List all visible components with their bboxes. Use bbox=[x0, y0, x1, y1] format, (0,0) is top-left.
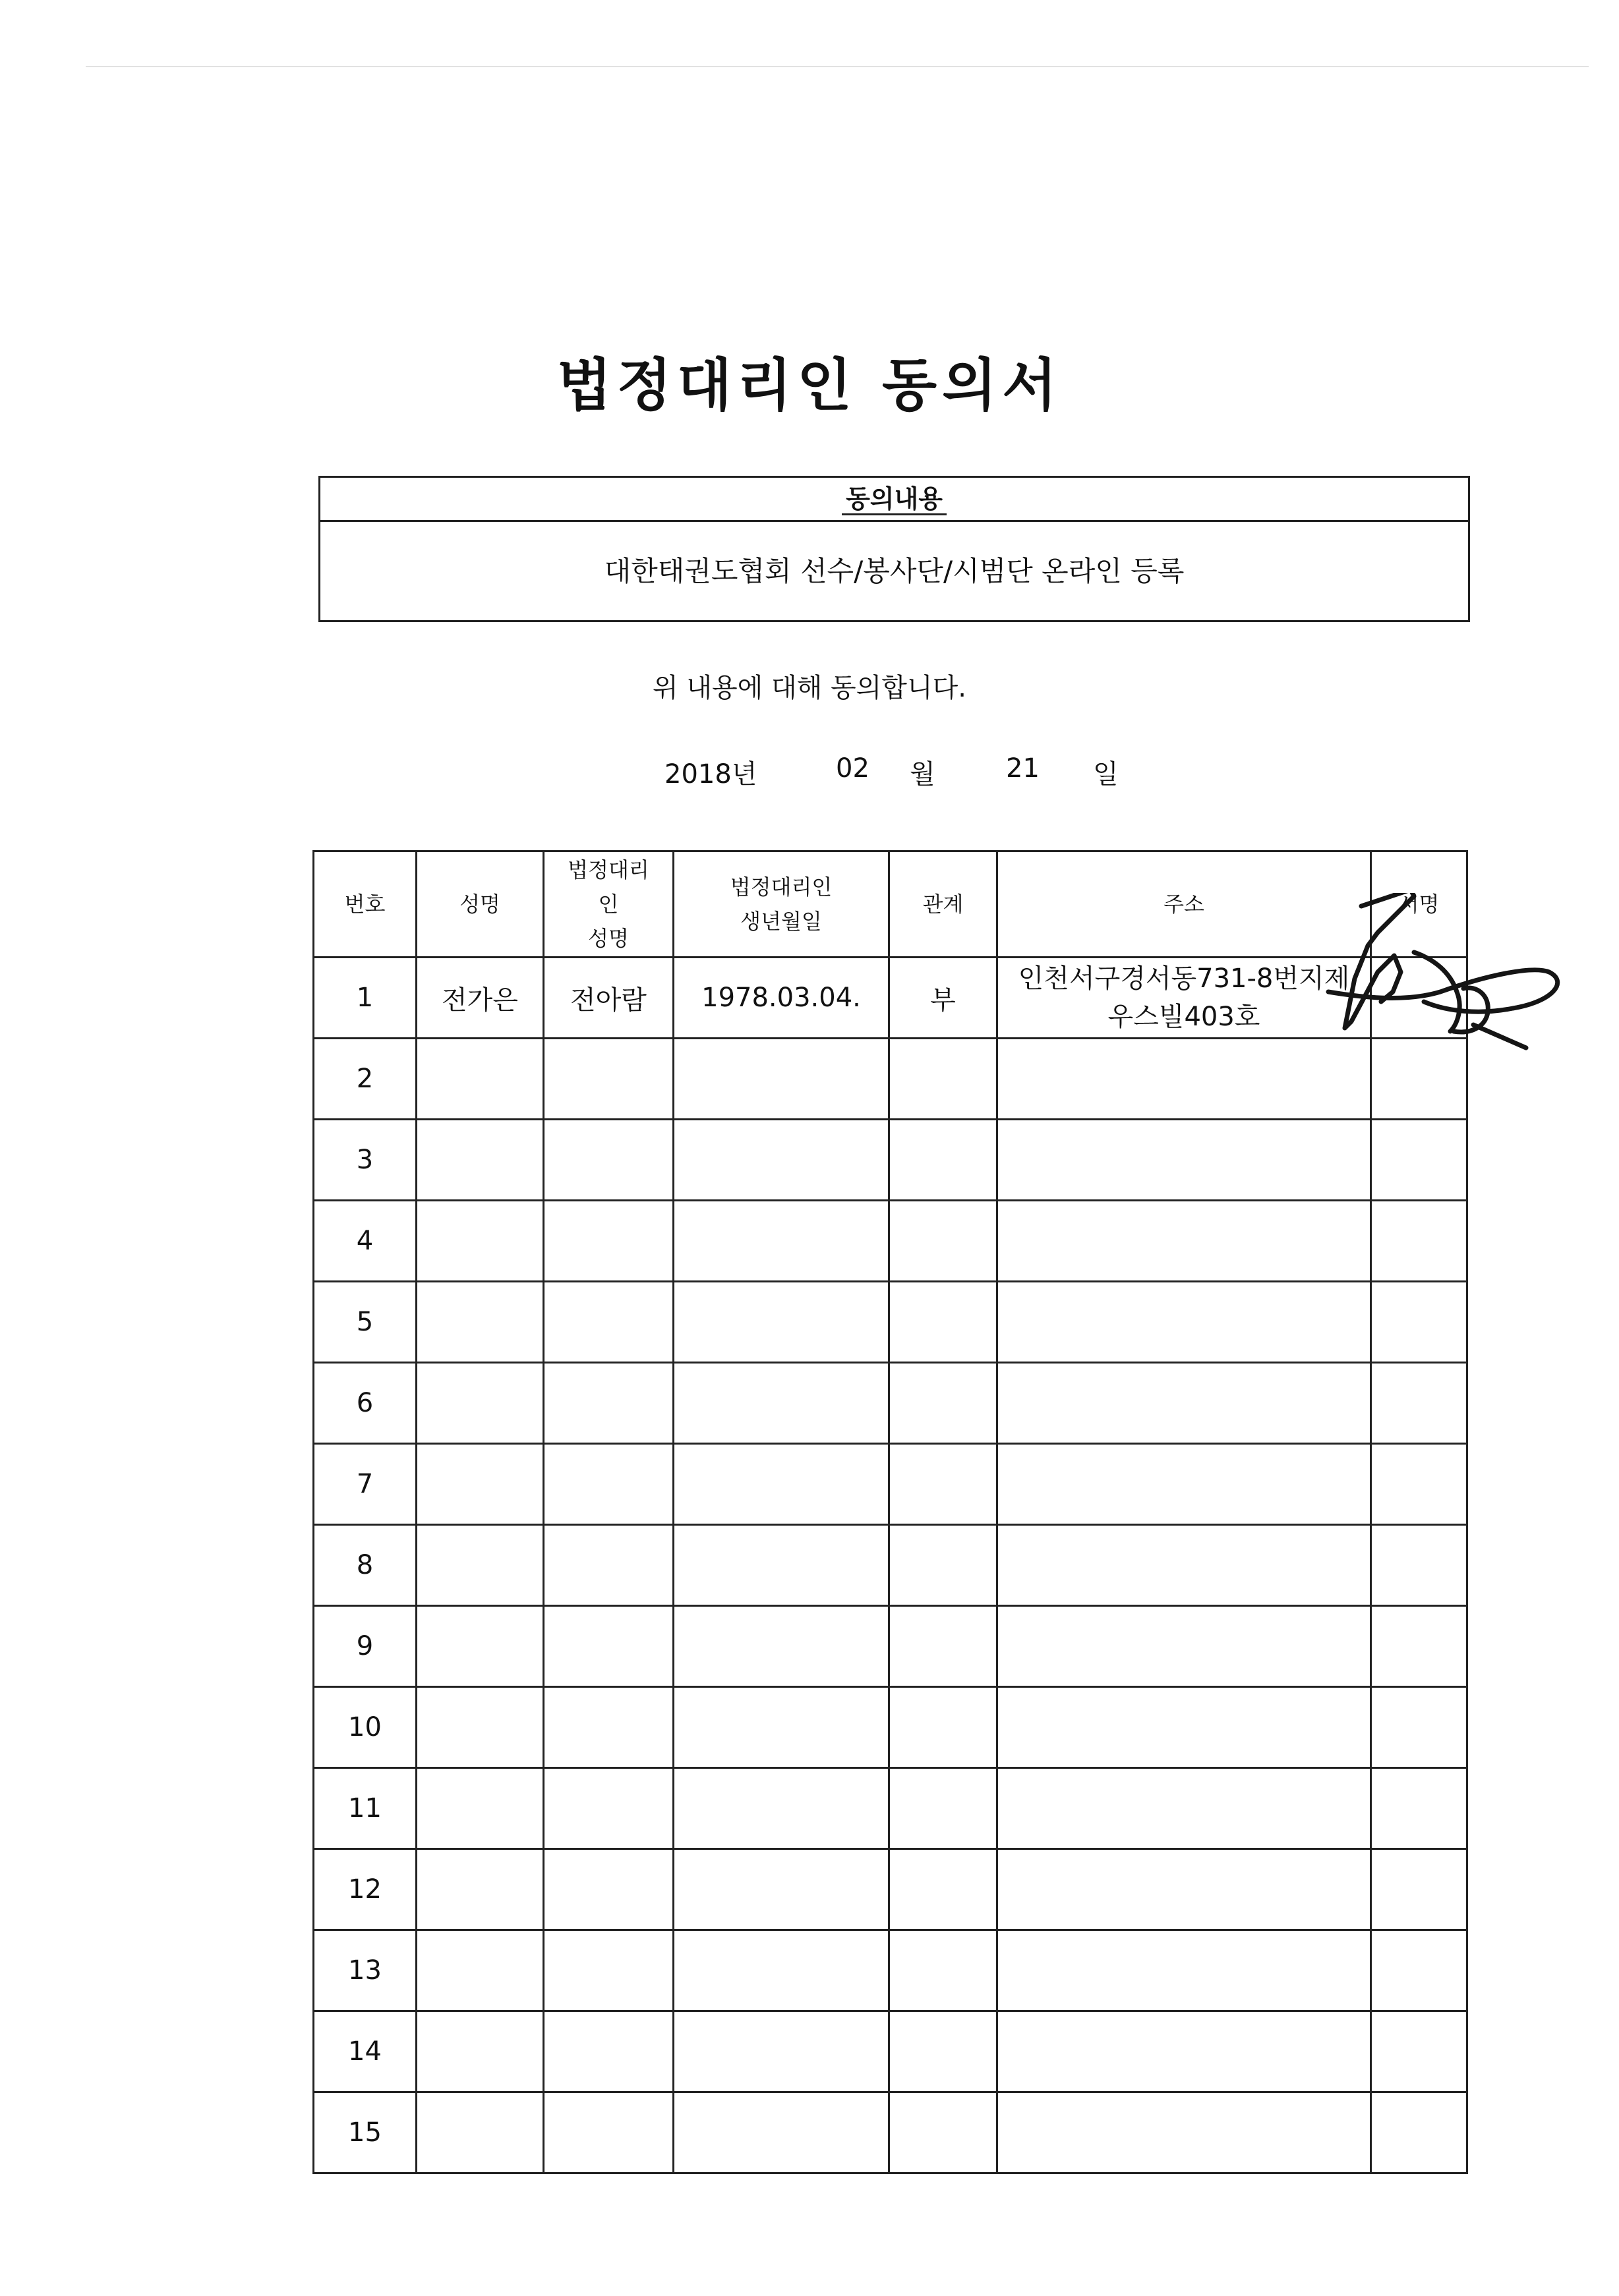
row-guardian-birth bbox=[674, 1363, 889, 1444]
date-day: 21 bbox=[1006, 753, 1040, 784]
header-address: 주소 bbox=[997, 851, 1371, 958]
row-name bbox=[417, 1687, 544, 1768]
row-no: 10 bbox=[314, 1687, 417, 1768]
row-guardian-birth bbox=[674, 1849, 889, 1930]
row-relation: 부 bbox=[889, 958, 997, 1039]
row-address bbox=[997, 1606, 1371, 1687]
row-relation bbox=[889, 2011, 997, 2092]
row-guardian-name bbox=[544, 1606, 674, 1687]
consent-content: 대한태권도협회 선수/봉사단/시범단 온라인 등록 bbox=[604, 555, 1185, 587]
row-guardian-birth bbox=[674, 1282, 889, 1363]
row-address bbox=[997, 1282, 1371, 1363]
row-signature bbox=[1371, 1525, 1467, 1606]
header-guardian-birth-line1: 법정대리인 bbox=[730, 875, 833, 900]
header-guardian-name-line2: 인 bbox=[598, 892, 619, 917]
row-guardian-name bbox=[544, 1201, 674, 1282]
row-relation bbox=[889, 1687, 997, 1768]
consent-roster-table bbox=[312, 850, 1468, 2174]
row-no: 14 bbox=[314, 2011, 417, 2092]
row-no: 9 bbox=[314, 1606, 417, 1687]
header-no: 번호 bbox=[314, 851, 417, 958]
header-name: 성명 bbox=[417, 851, 544, 958]
row-guardian-birth bbox=[674, 1525, 889, 1606]
table-row bbox=[314, 1525, 1467, 1606]
header-guardian-birth bbox=[674, 851, 889, 958]
row-address bbox=[997, 2011, 1371, 2092]
row-address bbox=[997, 1687, 1371, 1768]
row-name bbox=[417, 1039, 544, 1120]
row-signature bbox=[1371, 1120, 1467, 1201]
row-guardian-name bbox=[544, 1120, 674, 1201]
row-signature bbox=[1371, 2092, 1467, 2173]
row-address bbox=[997, 1444, 1371, 1525]
row-guardian-birth bbox=[674, 1039, 889, 1120]
row-name bbox=[417, 1525, 544, 1606]
row-guardian-name bbox=[544, 1768, 674, 1849]
row-relation bbox=[889, 2092, 997, 2173]
row-relation bbox=[889, 1849, 997, 1930]
row-relation bbox=[889, 1120, 997, 1201]
header-guardian-name bbox=[544, 851, 674, 958]
row-address bbox=[997, 2092, 1371, 2173]
row-guardian-birth bbox=[674, 1930, 889, 2011]
row-guardian-name bbox=[544, 1444, 674, 1525]
row-no: 11 bbox=[314, 1768, 417, 1849]
row-guardian-birth bbox=[674, 1768, 889, 1849]
header-guardian-name-line3: 성명 bbox=[588, 926, 629, 951]
row-name bbox=[417, 1201, 544, 1282]
row-relation bbox=[889, 1930, 997, 2011]
row-name bbox=[417, 1606, 544, 1687]
header-guardian-name-line1: 법정대리 bbox=[568, 857, 649, 882]
row-guardian-name bbox=[544, 2011, 674, 2092]
row-name bbox=[417, 1849, 544, 1930]
table-row bbox=[314, 1444, 1467, 1525]
row-address bbox=[997, 1930, 1371, 2011]
row-guardian-birth bbox=[674, 1120, 889, 1201]
row-no: 1 bbox=[314, 958, 417, 1039]
row-relation bbox=[889, 1525, 997, 1606]
row-signature bbox=[1371, 2011, 1467, 2092]
row-no: 2 bbox=[314, 1039, 417, 1120]
row-signature bbox=[1371, 1768, 1467, 1849]
consent-header-label: 동의내용 bbox=[842, 484, 947, 515]
row-address bbox=[997, 1525, 1371, 1606]
handwritten-signature-icon bbox=[1315, 893, 1579, 1058]
table-header-row bbox=[314, 851, 1467, 958]
table-row bbox=[314, 1039, 1467, 1120]
row-no: 5 bbox=[314, 1282, 417, 1363]
row-relation bbox=[889, 1282, 997, 1363]
row-signature bbox=[1371, 1282, 1467, 1363]
table-row bbox=[314, 1606, 1467, 1687]
row-no: 15 bbox=[314, 2092, 417, 2173]
date-year: 2018년 bbox=[664, 759, 757, 789]
row-relation bbox=[889, 1201, 997, 1282]
row-guardian-birth bbox=[674, 2092, 889, 2173]
row-guardian-birth bbox=[674, 2011, 889, 2092]
row-no: 4 bbox=[314, 1201, 417, 1282]
row-guardian-name bbox=[544, 1930, 674, 2011]
row-relation bbox=[889, 1768, 997, 1849]
header-signature: 서명 bbox=[1371, 851, 1467, 958]
row-signature bbox=[1371, 1363, 1467, 1444]
table-row bbox=[314, 958, 1467, 1039]
row-address bbox=[997, 1201, 1371, 1282]
row-signature bbox=[1371, 1444, 1467, 1525]
row-guardian-name bbox=[544, 1039, 674, 1120]
row-guardian-birth bbox=[674, 1606, 889, 1687]
row-address-line1: 인천서구경서동731-8번지제 bbox=[1018, 963, 1350, 994]
row-guardian-birth: 1978.03.04. bbox=[674, 958, 889, 1039]
header-relation: 관계 bbox=[889, 851, 997, 958]
row-name bbox=[417, 1444, 544, 1525]
row-name bbox=[417, 2092, 544, 2173]
row-name bbox=[417, 1363, 544, 1444]
row-address-line2: 우스빌403호 bbox=[1107, 1002, 1260, 1032]
row-guardian-name bbox=[544, 1849, 674, 1930]
table-row bbox=[314, 1363, 1467, 1444]
row-address bbox=[997, 1768, 1371, 1849]
row-guardian-name: 전아람 bbox=[544, 958, 674, 1039]
row-guardian-birth bbox=[674, 1444, 889, 1525]
row-relation bbox=[889, 1444, 997, 1525]
row-no: 3 bbox=[314, 1120, 417, 1201]
scan-edge-line bbox=[86, 66, 1589, 67]
row-address bbox=[997, 1849, 1371, 1930]
row-no: 6 bbox=[314, 1363, 417, 1444]
row-relation bbox=[889, 1039, 997, 1120]
date-day-label: 일 bbox=[1093, 759, 1119, 789]
consent-box bbox=[318, 476, 1470, 622]
row-no: 13 bbox=[314, 1930, 417, 2011]
table-row bbox=[314, 1687, 1467, 1768]
table-row bbox=[314, 1849, 1467, 1930]
row-relation bbox=[889, 1363, 997, 1444]
row-no: 7 bbox=[314, 1444, 417, 1525]
row-name bbox=[417, 2011, 544, 2092]
table-row bbox=[314, 1930, 1467, 2011]
table-row bbox=[314, 1201, 1467, 1282]
table-row bbox=[314, 1120, 1467, 1201]
row-guardian-name bbox=[544, 2092, 674, 2173]
table-row bbox=[314, 1282, 1467, 1363]
table-row bbox=[314, 2092, 1467, 2173]
row-no: 8 bbox=[314, 1525, 417, 1606]
document-title: 법정대리인 동의서 bbox=[556, 353, 1063, 418]
row-guardian-name bbox=[544, 1687, 674, 1768]
row-guardian-name bbox=[544, 1282, 674, 1363]
date-month: 02 bbox=[836, 753, 869, 784]
header-guardian-birth-line2: 생년월일 bbox=[740, 909, 822, 934]
row-no: 12 bbox=[314, 1849, 417, 1930]
row-signature bbox=[1371, 1930, 1467, 2011]
row-guardian-name bbox=[544, 1363, 674, 1444]
row-signature bbox=[1371, 1201, 1467, 1282]
row-name bbox=[417, 1930, 544, 2011]
row-address bbox=[997, 1120, 1371, 1201]
date-month-label: 월 bbox=[910, 759, 935, 789]
row-guardian-birth bbox=[674, 1687, 889, 1768]
row-signature bbox=[1371, 1606, 1467, 1687]
row-name: 전가은 bbox=[417, 958, 544, 1039]
row-guardian-birth bbox=[674, 1201, 889, 1282]
row-address bbox=[997, 1363, 1371, 1444]
row-guardian-name bbox=[544, 1525, 674, 1606]
row-signature bbox=[1371, 1687, 1467, 1768]
row-name bbox=[417, 1282, 544, 1363]
table-row bbox=[314, 2011, 1467, 2092]
consent-header bbox=[320, 478, 1468, 522]
row-signature bbox=[1371, 1849, 1467, 1930]
row-name bbox=[417, 1768, 544, 1849]
row-relation bbox=[889, 1606, 997, 1687]
row-name bbox=[417, 1120, 544, 1201]
table-row bbox=[314, 1768, 1467, 1849]
agreement-text: 위 내용에 대해 동의합니다. bbox=[653, 673, 966, 703]
